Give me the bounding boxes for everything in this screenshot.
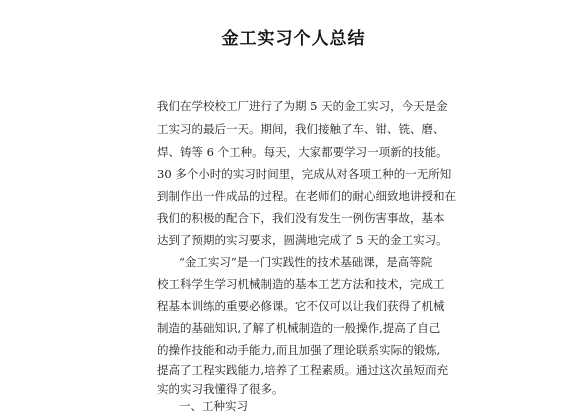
section-heading: 一、工种实习 [179, 399, 248, 413]
body-line-10: 程基本训练的重要必修课。它不仅可以让我们获得了机械 [157, 299, 445, 313]
body-line-7: 达到了预期的实习要求，圆满地完成了 5 天的金工实习。 [157, 233, 448, 247]
body-line-5: 到制作出一件成品的过程。在老师们的耐心细致地讲授和在 [157, 189, 456, 203]
body-line-12: 的操作技能和动手能力,而且加强了理论联系实际的锻炼, [157, 343, 441, 357]
body-line-9: 校工科学生学习机械制造的基本工艺方法和技术，完成工 [157, 277, 445, 291]
body-line-4: 30 多个小时的实习时间里，完成从对各项工种的一无所知 [157, 167, 452, 181]
body-line-1: 我们在学校校工厂进行了为期 5 天的金工实习，今天是金 [157, 99, 448, 113]
body-line-6: 我们的积极的配合下，我们没有发生一例伤害事故，基本 [157, 211, 445, 225]
body-line-8: “金工实习”是一门实践性的技术基础课，是高等院 [179, 255, 433, 269]
body-line-11: 制造的基础知识,了解了机械制造的一般操作,提高了自己 [157, 321, 441, 335]
body-line-14: 实的实习我懂得了很多。 [157, 382, 284, 396]
document-title: 金工实习个人总结 [221, 29, 366, 49]
body-line-3: 焊、铸等 6 个工种。每天，大家都要学习一项新的技能。 [157, 145, 448, 159]
body-line-13: 提高了工程实践能力,培养了工程素质。通过这次虽短而充 [157, 363, 449, 377]
body-line-2: 工实习的最后一天。期间，我们接触了车、钳、铣、磨、 [157, 122, 445, 136]
